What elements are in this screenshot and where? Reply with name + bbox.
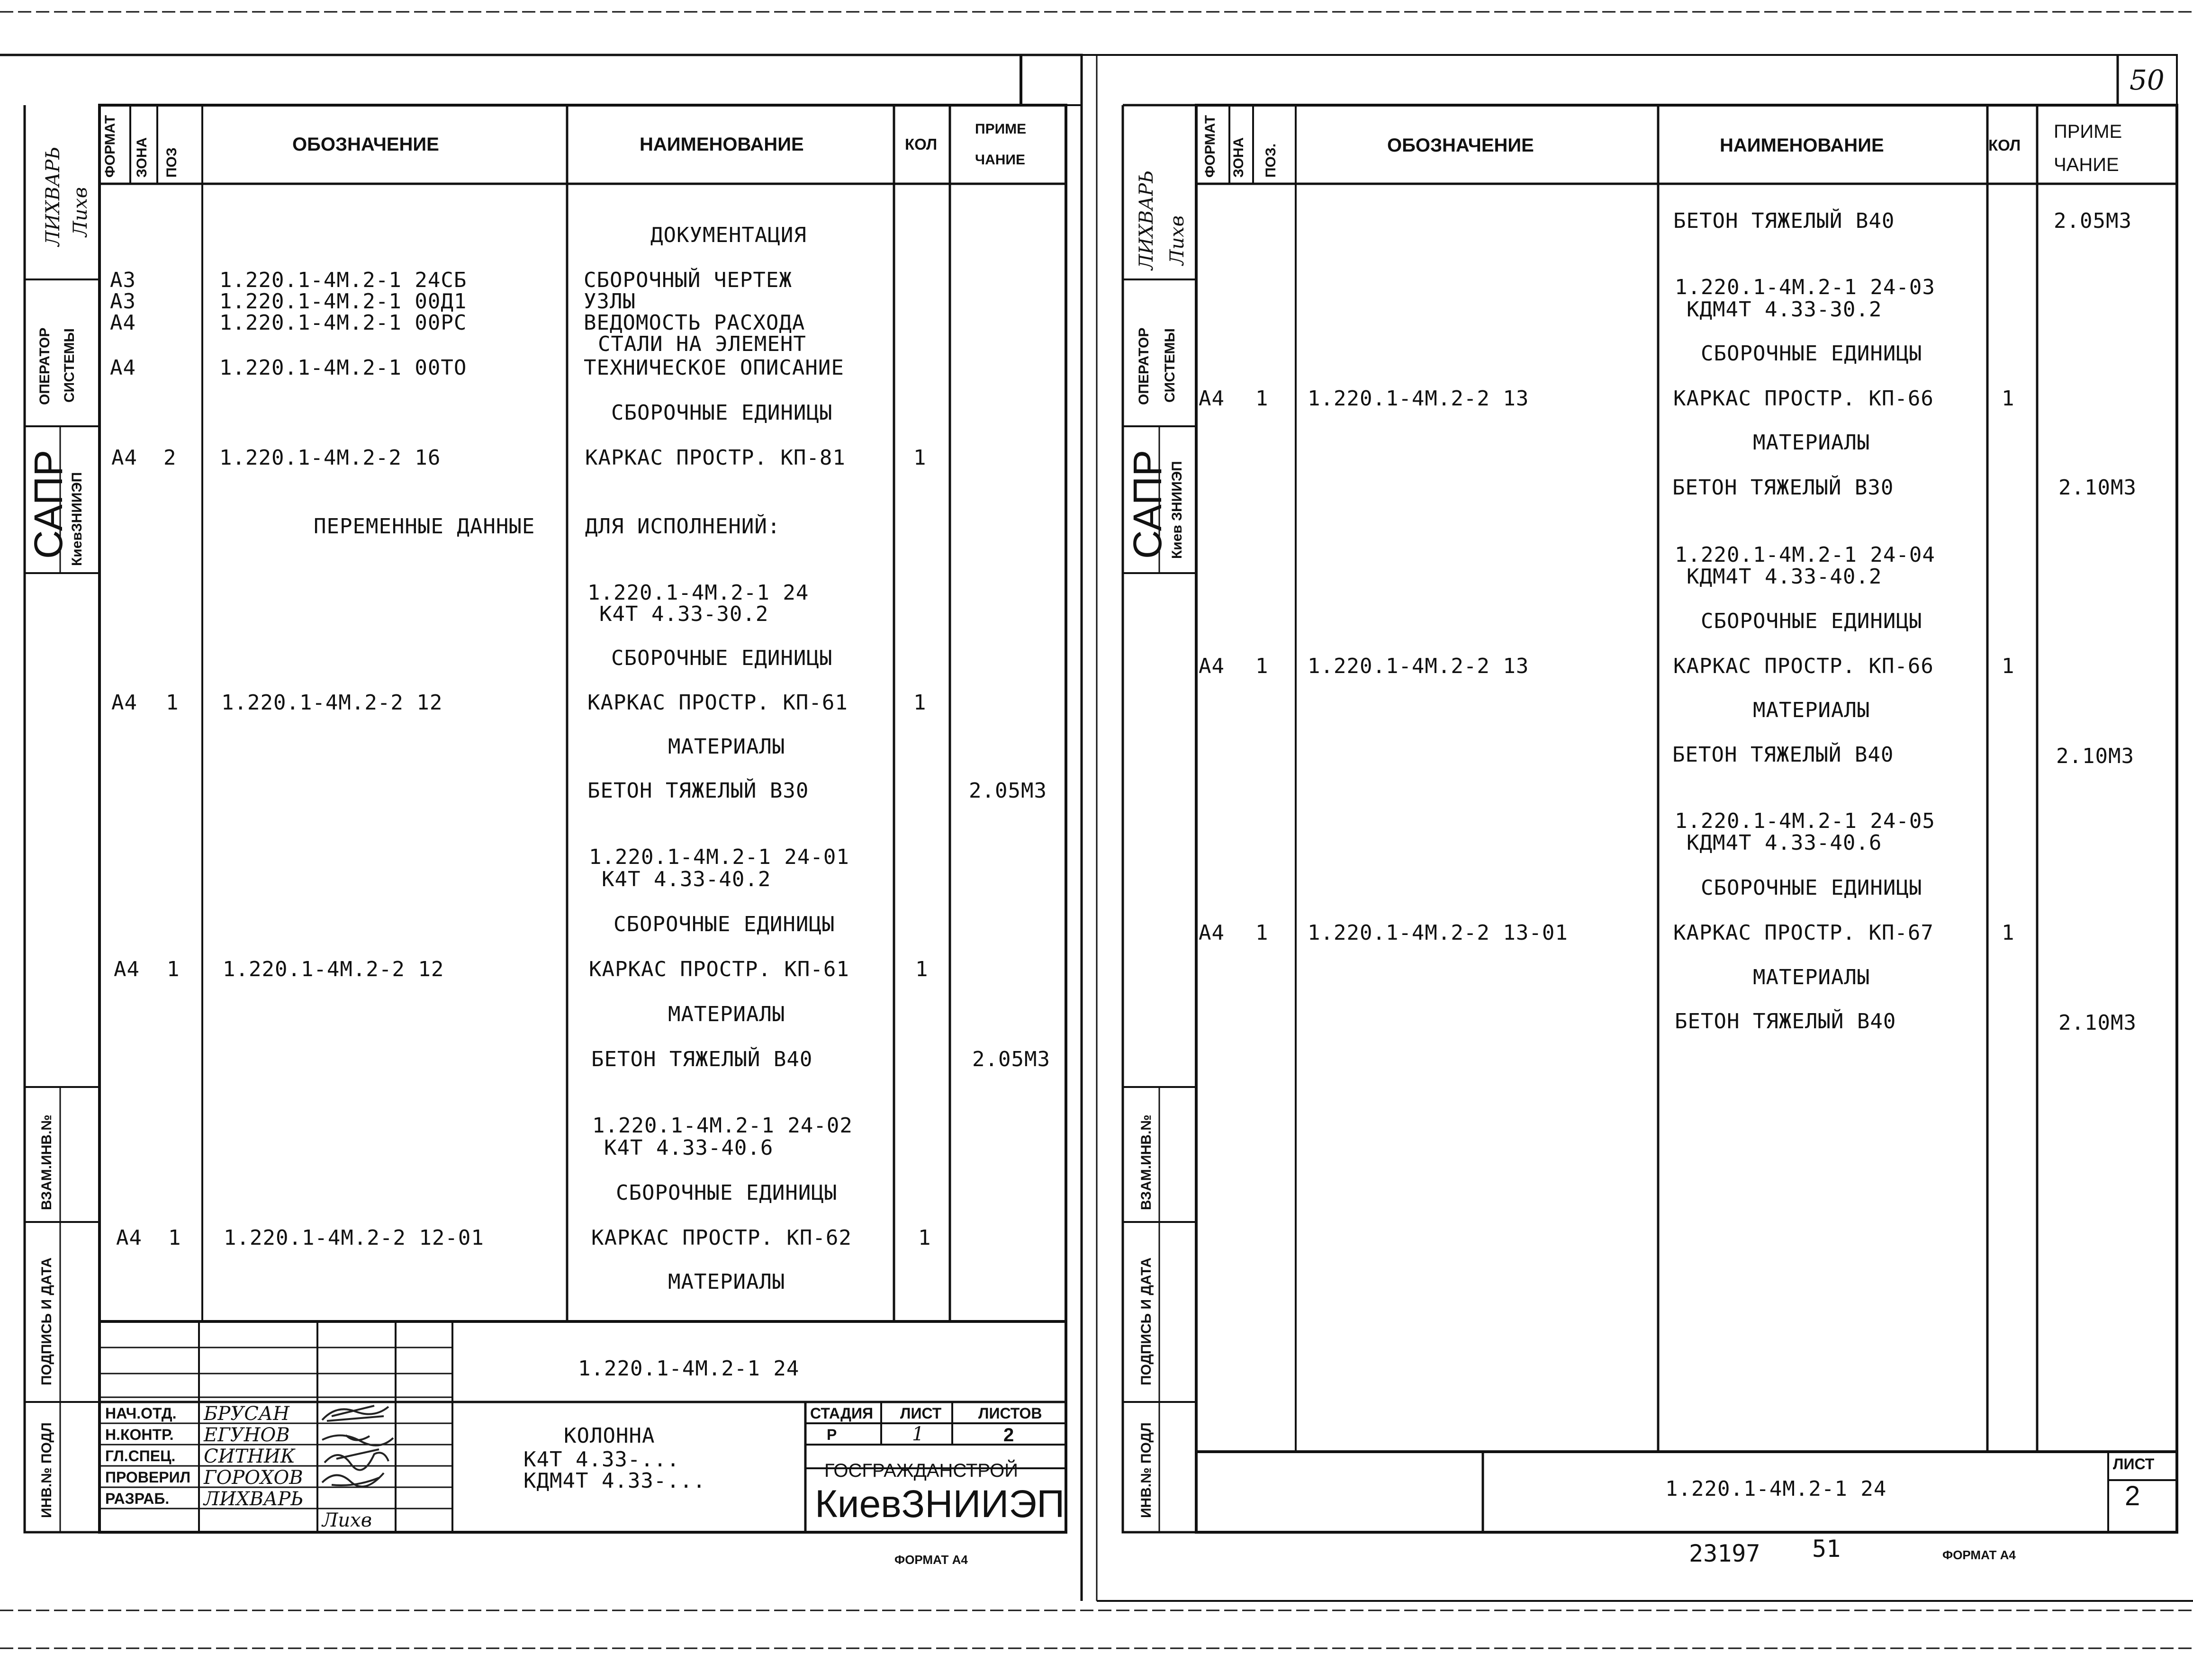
section-heading: СБОРОЧНЫЕ ЕДИНИЦЫ [611,401,833,425]
header-format: ФОРМАТ [1202,115,1218,178]
header-note-1: ПРИМЕ [2054,121,2122,142]
section-heading: МАТЕРИАЛЫ [668,1002,785,1026]
row-name: БЕТОН ТЯЖЕЛЫЙ В40 [1675,1009,1896,1033]
row-note: 2.05М3 [2054,209,2132,233]
sheets-value: 2 [1003,1425,1014,1446]
operator-signature: Лихв [1166,216,1188,265]
row-name: ВЕДОМОСТЬ РАСХОДА [584,311,805,335]
stage-label: СТАДИЯ [810,1405,873,1422]
sapr-label: САПР [1125,449,1170,559]
doc-number: 1.220.1-4М.2-1 24 [578,1357,800,1381]
variant-number: 1.220.1-4М.2-1 24 [587,581,809,605]
header-position: ПОЗ [164,147,180,178]
doc-number: 1.220.1-4М.2-1 24 [1665,1477,1887,1501]
header-position: ПОЗ. [1263,143,1279,178]
row-designation: 1.220.1-4М.2-2 12-01 [224,1226,484,1250]
row-name: СБОРОЧНЫЙ ЧЕРТЕЖ [584,268,792,292]
sheet-value: 2 [2125,1481,2140,1511]
row-position: 1 [1255,654,1269,678]
operator-label: ОПЕРАТОР [37,327,53,405]
institute-label: КиевЗНИИЭП [69,472,85,566]
row-position: 1 [1255,386,1269,411]
row-format: А4 [1199,654,1225,678]
row-format: А4 [110,311,136,335]
format-label: ФОРМАТ А4 [1942,1548,2016,1562]
system-label: СИСТЕМЫ [1162,328,1178,403]
operator-name: ЛИХВАРЬ [42,146,64,246]
variant-number: 1.220.1-4М.2-1 24-02 [592,1114,853,1138]
role-label: Н.КОНТР. [105,1426,174,1443]
row-designation: 1.220.1-4М.2-1 00Д1 [219,289,467,314]
row-format: А4 [116,1226,142,1250]
header-name: НАИМЕНОВАНИЕ [1720,135,1884,156]
row-note: 2.05М3 [969,779,1047,803]
row-format: А4 [111,691,137,715]
podpis-label: ПОДПИСЬ И ДАТА [1138,1257,1154,1385]
format-label: ФОРМАТ А4 [894,1553,968,1567]
stage-value: Р [827,1426,837,1443]
row-name: БЕТОН ТЯЖЕЛЫЙ В40 [1673,209,1895,233]
row-position: 1 [168,1226,181,1250]
section-heading: СБОРОЧНЫЕ ЕДИНИЦЫ [1701,341,1922,366]
row-format: А4 [1199,921,1225,945]
row-name: БЕТОН ТЯЖЕЛЫЙ В40 [1672,743,1894,767]
row-designation: 1.220.1-4М.2-1 00РС [219,311,467,335]
row-position: 1 [1255,921,1269,945]
row-format: А4 [111,446,137,470]
row-format: А3 [110,289,136,314]
section-heading: МАТЕРИАЛЫ [1753,431,1870,455]
sheet-value: 1 [912,1423,924,1445]
variant-mark: К4Т 4.33-40.2 [602,867,771,891]
row-designation: 1.220.1-4М.2-2 12 [221,691,443,715]
row-quantity: 1 [913,446,927,470]
header-designation: ОБОЗНАЧЕНИЕ [292,134,439,155]
sheet-label: ЛИСТ [900,1405,942,1422]
header-zone: ЗОНА [134,137,150,178]
row-name: КАРКАС ПРОСТР. КП-66 [1673,654,1934,678]
section-heading: СБОРОЧНЫЕ ЕДИНИЦЫ [1701,609,1922,633]
sheets-label: ЛИСТОВ [978,1405,1042,1422]
inv-label: ИНВ.№ ПОДЛ [39,1422,54,1518]
row-name: КАРКАС ПРОСТР. КП-67 [1673,921,1934,945]
person-name: СИТНИК [204,1446,295,1467]
row-note: 2.10М3 [2058,1011,2137,1035]
row-designation: 1.220.1-4М.2-2 13 [1308,386,1529,411]
row-name: БЕТОН ТЯЖЕЛЫЙ В30 [1672,476,1894,500]
podpis-label: ПОДПИСЬ И ДАТА [39,1257,54,1385]
variant-mark: КДМ4Т 4.33-40.6 [1687,831,1882,855]
section-heading: МАТЕРИАЛЫ [1753,698,1870,722]
header-quantity: КОЛ [905,135,938,153]
row-designation: 1.220.1-4М.2-1 00ТО [219,356,467,380]
row-quantity: 1 [2002,654,2015,678]
org-institute: КиевЗНИИЭП [815,1482,1065,1526]
row-quantity: 1 [913,691,927,715]
person-name: ЕГУНОВ [204,1424,290,1446]
operator-label: ОПЕРАТОР [1136,327,1152,405]
section-heading: МАТЕРИАЛЫ [668,735,785,759]
header-note-2: ЧАНИЕ [975,152,1025,168]
row-position: 1 [167,957,180,981]
header-designation: ОБОЗНАЧЕНИЕ [1387,135,1534,156]
row-format: А4 [1199,386,1225,411]
role-label: НАЧ.ОТД. [105,1405,177,1422]
header-format: ФОРМАТ [102,115,118,178]
operator-signature: Лихв [70,187,91,237]
row-designation: 1.220.1-4М.2-1 24СБ [219,268,467,292]
row-quantity: 1 [918,1226,931,1250]
variant-mark: КДМ4Т 4.33-30.2 [1687,297,1882,322]
variant-number: 1.220.1-4М.2-1 24-04 [1675,543,1935,567]
product-mark-2: КДМ4Т 4.33-... [523,1469,706,1493]
role-label: РАЗРАБ. [105,1490,170,1507]
product-name: КОЛОННА [564,1424,655,1448]
section-heading: МАТЕРИАЛЫ [668,1270,785,1294]
variant-number: 1.220.1-4М.2-1 24-01 [589,845,849,869]
section-heading: МАТЕРИАЛЫ [1753,965,1870,989]
role-label: ГЛ.СПЕЦ. [105,1447,176,1464]
section-heading: СБОРОЧНЫЕ ЕДИНИЦЫ [614,912,835,936]
row-note: 2.10М3 [2056,744,2134,768]
section-heading: СБОРОЧНЫЕ ЕДИНИЦЫ [1701,876,1922,900]
row-name: КАРКАС ПРОСТР. КП-61 [587,691,848,715]
header-note-1: ПРИМЕ [975,121,1027,137]
variable-data-name: ДЛЯ ИСПОЛНЕНИЙ: [585,514,781,539]
org-ministry: ГОСГРАЖДАНСТРОЙ [824,1460,1019,1481]
variant-mark: КДМ4Т 4.33-40.2 [1687,565,1882,589]
developer-signature: Лихв [322,1509,372,1531]
inv-label: ИНВ.№ ПОДЛ [1138,1422,1154,1518]
row-designation: 1.220.1-4М.2-2 13-01 [1308,921,1568,945]
page-number: 50 [2130,64,2165,96]
variant-mark: К4Т 4.33-40.6 [604,1136,774,1160]
person-name: ЛИХВАРЬ [204,1488,304,1510]
vzam-label: ВЗАМ.ИНВ.№ [1138,1114,1154,1210]
variant-mark: К4Т 4.33-30.2 [599,602,769,626]
header-quantity: КОЛ [1988,136,2021,154]
person-name: ГОРОХОВ [204,1467,303,1489]
row-position: 2 [163,446,177,470]
section-heading: ДОКУМЕНТАЦИЯ [650,223,807,247]
row-format: А4 [114,957,140,981]
section-heading: СБОРОЧНЫЕ ЕДИНИЦЫ [611,646,833,670]
product-mark-1: К4Т 4.33-... [523,1447,680,1472]
sapr-label: САПР [26,449,71,559]
person-name: БРУСАН [204,1403,289,1425]
row-name: УЗЛЫ [584,289,636,314]
role-label: ПРОВЕРИЛ [105,1469,191,1486]
row-quantity: 1 [915,957,929,981]
row-designation: 1.220.1-4М.2-2 13 [1308,654,1529,678]
header-note-2: ЧАНИЕ [2054,154,2119,175]
operator-name: ЛИХВАРЬ [1136,170,1157,270]
row-quantity: 1 [2002,921,2015,945]
section-heading: СБОРОЧНЫЕ ЕДИНИЦЫ [616,1181,838,1205]
row-designation: 1.220.1-4М.2-2 16 [219,446,441,470]
variant-number: 1.220.1-4М.2-1 24-05 [1675,809,1935,833]
row-format: А3 [110,268,136,292]
row-note: 2.05М3 [972,1047,1050,1071]
row-designation: 1.220.1-4М.2-2 12 [223,957,444,981]
header-name: НАИМЕНОВАНИЕ [640,134,804,155]
archive-number: 23197 [1689,1540,1760,1567]
vzam-label: ВЗАМ.ИНВ.№ [39,1114,54,1210]
row-name: СТАЛИ НА ЭЛЕМЕНТ [598,332,806,356]
row-name: КАРКАС ПРОСТР. КП-66 [1673,386,1934,411]
row-note: 2.10М3 [2058,476,2137,500]
row-name: ТЕХНИЧЕСКОЕ ОПИСАНИЕ [584,356,844,380]
sheet-label: ЛИСТ [2113,1455,2155,1473]
variable-data-label: ПЕРЕМЕННЫЕ ДАННЫЕ [314,514,535,539]
header-zone: ЗОНА [1231,137,1246,178]
row-name: БЕТОН ТЯЖЕЛЫЙ В40 [591,1047,813,1071]
archive-sheet: 51 [1812,1535,1841,1563]
row-position: 1 [166,691,179,715]
row-name: БЕТОН ТЯЖЕЛЫЙ В30 [587,779,809,803]
row-format: А4 [110,356,136,380]
institute-label: Киев ЗНИИЭП [1169,461,1185,559]
row-name: КАРКАС ПРОСТР. КП-62 [591,1226,852,1250]
row-name: КАРКАС ПРОСТР. КП-61 [589,957,849,981]
row-name: КАРКАС ПРОСТР. КП-81 [585,446,846,470]
system-label: СИСТЕМЫ [62,328,77,403]
row-quantity: 1 [2002,386,2015,411]
variant-number: 1.220.1-4М.2-1 24-03 [1675,275,1935,299]
